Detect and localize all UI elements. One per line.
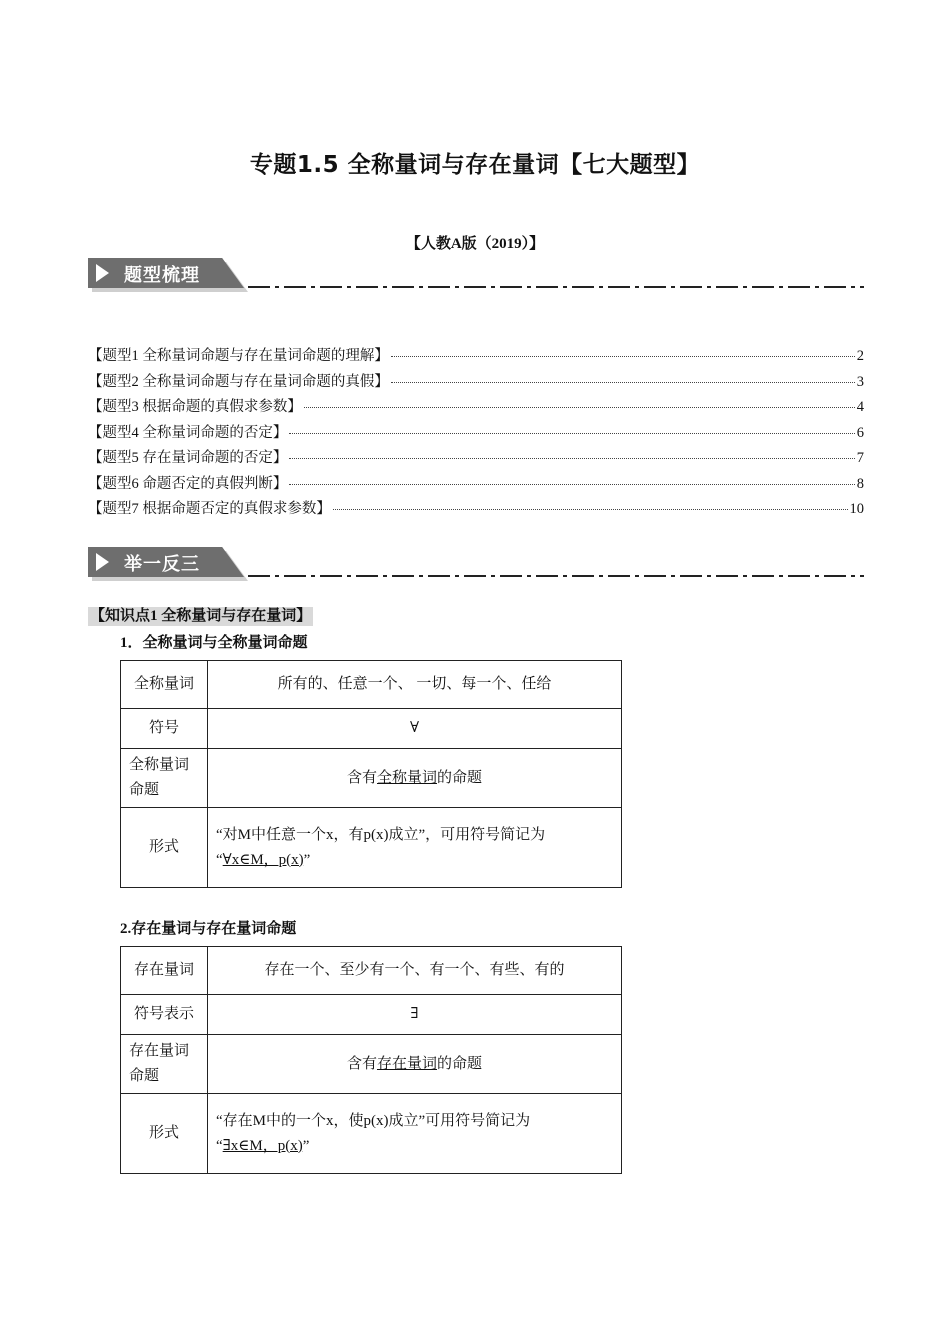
toc-page: 4 bbox=[856, 399, 864, 415]
toc-label: 【题型5 存在量词命题的否定】 bbox=[88, 450, 288, 466]
toc-page: 6 bbox=[856, 424, 864, 441]
table-row bbox=[121, 947, 622, 995]
toc-label: 【题型7 根据命题否定的真假求参数】 bbox=[88, 501, 331, 517]
toc-item[interactable] bbox=[88, 421, 864, 447]
row-label: 存在量词 bbox=[121, 947, 208, 995]
toc-item[interactable] bbox=[88, 344, 864, 370]
row-value bbox=[208, 1094, 622, 1174]
toc-page: 2 bbox=[856, 348, 864, 364]
section-banner-toc bbox=[88, 258, 864, 294]
form-line bbox=[216, 1134, 613, 1159]
toc-item[interactable] bbox=[88, 497, 864, 523]
row-value: 存在一个、至少有一个、有一个、有些、有的 bbox=[208, 947, 622, 995]
toc-label: 【题型4 全称量词命题的否定】 bbox=[88, 424, 288, 441]
universal-quantifier-table bbox=[120, 660, 622, 888]
table-of-contents bbox=[88, 344, 864, 523]
value-text: 含有 bbox=[346, 769, 377, 786]
quote-mark: “ bbox=[216, 851, 223, 868]
toc-label: 【题型2 全称量词命题与存在量词命题的真假】 bbox=[88, 373, 389, 390]
value-text: 含有 bbox=[346, 1055, 377, 1072]
underlined-term: 全称量词 bbox=[376, 769, 437, 786]
formula: ∃x∈M，p(x) bbox=[222, 1137, 303, 1154]
dash-dot-divider bbox=[248, 575, 864, 577]
toc-leader bbox=[391, 382, 855, 383]
page-title: 专题1.5 全称量词与存在量词【七大题型】 bbox=[249, 152, 701, 178]
row-value: ∃ bbox=[208, 995, 622, 1035]
toc-item[interactable] bbox=[88, 370, 864, 396]
table-row bbox=[121, 808, 622, 888]
form-line: “对M中任意一个x，有p(x)成立”，可用符号简记为 bbox=[216, 826, 546, 843]
value-text: 的命题 bbox=[437, 1055, 483, 1072]
toc-leader bbox=[289, 433, 854, 434]
quote-mark: ” bbox=[302, 1137, 310, 1154]
table-row bbox=[121, 1035, 622, 1094]
banner-label: 题型梳理 bbox=[124, 265, 200, 286]
toc-label: 【题型3 根据命题的真假求参数】 bbox=[88, 399, 302, 415]
toc-page: 7 bbox=[856, 450, 864, 466]
existential-quantifier-table bbox=[120, 946, 622, 1174]
table-row bbox=[121, 749, 622, 808]
toc-item[interactable] bbox=[88, 472, 864, 498]
row-label: 符号表示 bbox=[121, 995, 208, 1035]
form-line: “存在M中的一个x，使p(x)成立”可用符号简记为 bbox=[216, 1112, 531, 1129]
banner-label: 举一反三 bbox=[124, 554, 200, 575]
row-label: 形式 bbox=[121, 808, 208, 888]
value-text: 的命题 bbox=[437, 769, 483, 786]
table-row bbox=[121, 995, 622, 1035]
universal-heading: 1．全称量词与全称量词命题 bbox=[120, 635, 308, 651]
play-arrow-icon bbox=[96, 264, 109, 282]
table-row bbox=[121, 709, 622, 749]
section-banner-examples bbox=[88, 547, 864, 583]
underlined-term: 存在量词 bbox=[376, 1055, 437, 1072]
table-row bbox=[121, 1094, 622, 1174]
toc-item[interactable] bbox=[88, 395, 864, 421]
row-value bbox=[208, 808, 622, 888]
row-value bbox=[208, 749, 622, 808]
table-row bbox=[121, 661, 622, 709]
edition-label: 【人教A版（2019）】 bbox=[405, 236, 545, 252]
row-label: 符号 bbox=[121, 709, 208, 749]
dash-dot-divider bbox=[248, 286, 864, 288]
quote-mark: “ bbox=[216, 1137, 223, 1154]
quote-mark: ” bbox=[303, 851, 311, 868]
toc-leader bbox=[289, 458, 854, 459]
row-label: 全称量词命题 bbox=[121, 749, 208, 808]
formula: ∀x∈M，p(x) bbox=[222, 851, 304, 868]
toc-item[interactable] bbox=[88, 446, 864, 472]
toc-leader bbox=[304, 407, 855, 408]
existential-heading: 2.存在量词与存在量词命题 bbox=[120, 921, 297, 937]
knowledge-point-heading: 【知识点1 全称量词与存在量词】 bbox=[90, 608, 312, 624]
row-label: 全称量词 bbox=[121, 661, 208, 709]
row-value: 所有的、任意一个、 一切、每一个、任给 bbox=[208, 661, 622, 709]
toc-label: 【题型6 命题否定的真假判断】 bbox=[88, 475, 288, 492]
row-value: ∀ bbox=[208, 709, 622, 749]
toc-leader bbox=[391, 356, 855, 357]
row-label: 形式 bbox=[121, 1094, 208, 1174]
row-value bbox=[208, 1035, 622, 1094]
form-line bbox=[216, 848, 613, 873]
row-label: 存在量词命题 bbox=[121, 1035, 208, 1094]
toc-page: 10 bbox=[849, 501, 864, 517]
toc-label: 【题型1 全称量词命题与存在量词命题的理解】 bbox=[88, 348, 389, 364]
toc-page: 3 bbox=[856, 373, 864, 390]
toc-leader bbox=[289, 484, 854, 485]
toc-page: 8 bbox=[856, 475, 864, 492]
play-arrow-icon bbox=[96, 553, 109, 571]
toc-leader bbox=[333, 509, 848, 510]
